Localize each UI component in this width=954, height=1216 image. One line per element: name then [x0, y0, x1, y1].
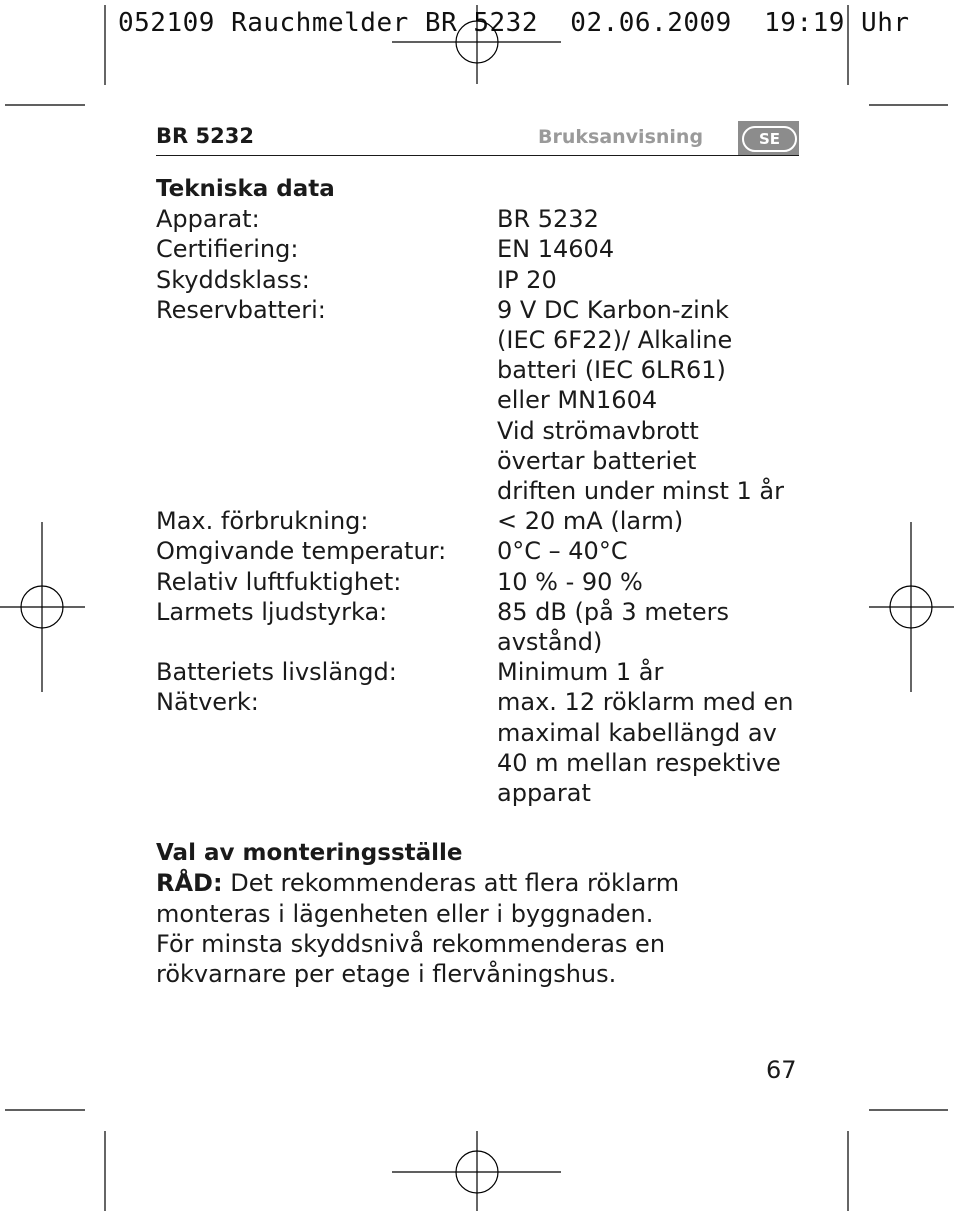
page-number: 67: [766, 1056, 797, 1084]
spec-value: [497, 657, 806, 687]
spec-value: [497, 567, 806, 597]
spec-value-line: EN 14604: [497, 235, 615, 264]
registration-mark-top: [392, 5, 561, 84]
spec-value: [497, 506, 806, 536]
spec-row: [156, 234, 806, 264]
spec-value-line: (IEC 6F22)/ Alkaline: [497, 326, 733, 355]
spec-row: [156, 295, 806, 506]
spec-value: [497, 265, 806, 295]
spec-row: [156, 204, 806, 234]
spec-label: Apparat:: [156, 205, 260, 234]
mounting-line-2: monteras i lägenheten eller i byggnaden.: [156, 899, 654, 928]
spec-value-line: eller MN1604: [497, 386, 658, 415]
spec-label: Omgivande temperatur:: [156, 537, 447, 566]
spacer: [156, 808, 806, 838]
mounting-heading: Val av monteringsställe: [156, 840, 463, 867]
spec-value-line: avstånd): [497, 628, 603, 657]
spec-label: Batteriets livslängd:: [156, 658, 397, 687]
spec-label: Larmets ljudstyrka:: [156, 597, 388, 626]
mounting-line-4: rökvarnare per etage i flervåningshus.: [156, 960, 617, 989]
spec-label: Relativ luftfuktighet:: [156, 567, 402, 596]
spec-value: [497, 295, 806, 506]
spec-value-line: 85 dB (på 3 meters: [497, 597, 730, 626]
spec-row: [156, 687, 806, 808]
spec-value-line: 0°C – 40°C: [497, 537, 628, 566]
spec-value-line: övertar batteriet: [497, 446, 697, 475]
registration-mark-right: [869, 522, 954, 692]
spec-row: [156, 657, 806, 687]
spec-value-line: batteri (IEC 6LR61): [497, 356, 726, 385]
spec-value-line: BR 5232: [497, 205, 599, 234]
header-title: Bruksanvisning: [538, 126, 704, 148]
print-slug: 052109 Rauchmelder BR 5232 02.06.2009 19:19 Uhr: [118, 8, 910, 38]
spec-row: [156, 597, 806, 657]
advice-label: RÅD:: [156, 869, 223, 898]
technical-table: [156, 204, 806, 808]
registration-mark-bottom: [392, 1131, 561, 1211]
spec-value-line: < 20 mA (larm): [497, 507, 684, 536]
registration-mark-left: [0, 522, 85, 692]
spec-value-line: max. 12 röklarm med en: [497, 688, 794, 717]
spec-value: [497, 204, 806, 234]
spec-row: [156, 536, 806, 566]
spec-row: [156, 265, 806, 295]
mounting-line-3: För minsta skyddsnivå rekommenderas en: [156, 929, 666, 958]
spec-row: [156, 506, 806, 536]
language-badge-label: SE: [742, 126, 797, 152]
spec-value-line: 40 m mellan respektive: [497, 748, 781, 777]
spec-value-line: Vid strömavbrott: [497, 416, 699, 445]
spec-row: [156, 567, 806, 597]
spec-label: Certifiering:: [156, 235, 299, 264]
header-model: BR 5232: [156, 124, 254, 148]
technical-heading: Tekniska data: [156, 176, 335, 202]
mounting-line-1: [156, 868, 806, 898]
spec-value-line: 10 % - 90 %: [497, 567, 643, 596]
spec-label: Skyddsklass:: [156, 265, 310, 294]
spec-value-line: maximal kabellängd av: [497, 718, 777, 747]
spec-value-line: IP 20: [497, 265, 557, 294]
spec-value-line: Minimum 1 år: [497, 658, 664, 687]
header-rule: [156, 155, 799, 156]
language-badge: [738, 121, 799, 155]
spec-value-line: apparat: [497, 779, 591, 808]
spec-value: [497, 687, 806, 808]
spec-value-line: 9 V DC Karbon-zink: [497, 295, 729, 324]
spec-label: Max. förbrukning:: [156, 507, 369, 536]
spec-value: [497, 234, 806, 264]
spec-label: Reservbatteri:: [156, 295, 326, 324]
spec-value-line: driften under minst 1 år: [497, 477, 785, 506]
mounting-paragraph: [156, 868, 806, 989]
spec-value: [497, 536, 806, 566]
page-content: [156, 174, 806, 989]
spec-value: [497, 597, 806, 657]
mounting-text: Det rekommenderas att flera röklarm: [222, 869, 680, 898]
spec-label: Nätverk:: [156, 688, 259, 717]
